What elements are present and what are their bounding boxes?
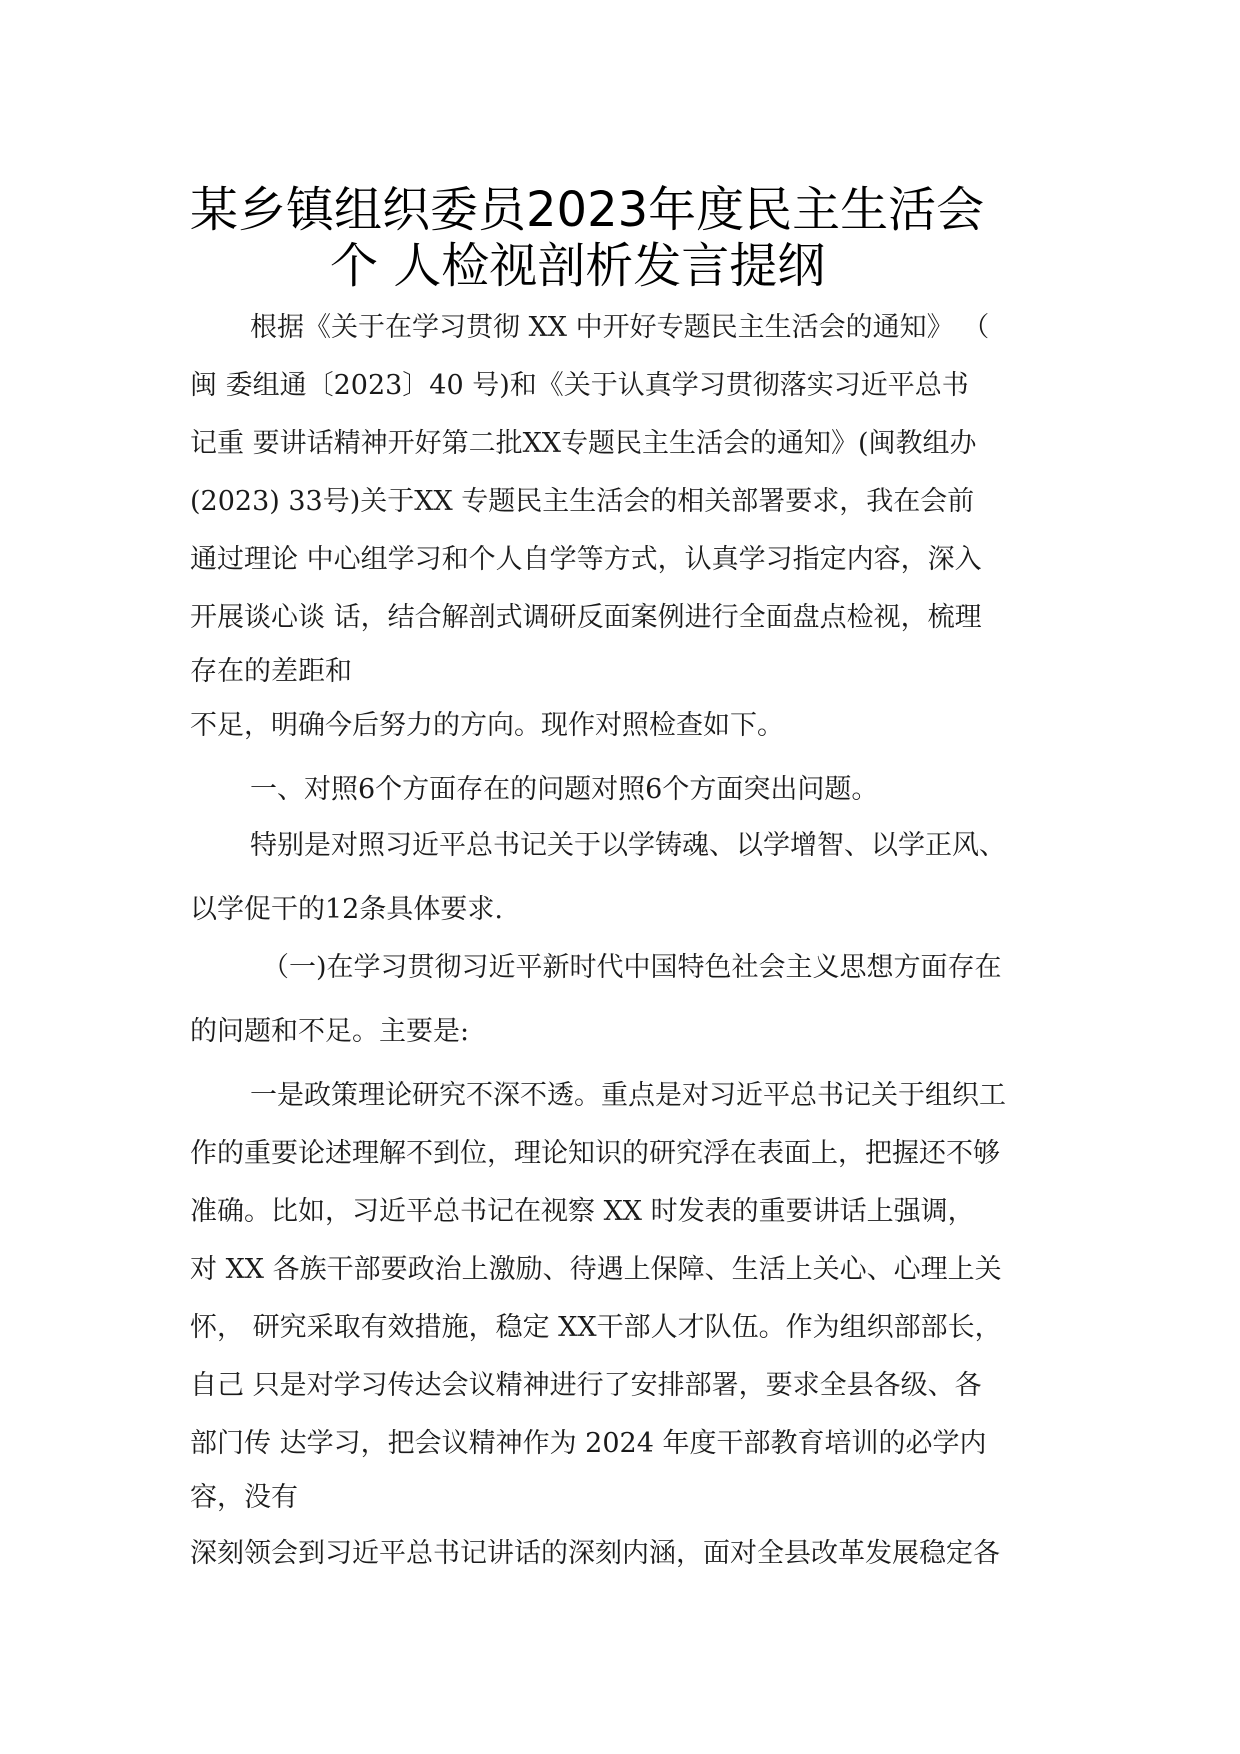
paragraph-line: 一是政策理论研究不深不透。重点是对习近平总书记关于组织工: [250, 1080, 1006, 1111]
document-title-line-2: 个 人检视剖析发言提纲: [330, 238, 826, 294]
paragraph-line: 通过理论 中心组学习和个人自学等方式，认真学习指定内容，深入: [190, 544, 982, 575]
paragraph-line: 作的重要论述理解不到位，理论知识的研究浮在表面上，把握还不够: [190, 1138, 1000, 1169]
paragraph-line: 怀， 研究采取有效措施，稳定 XX干部人才队伍。作为组织部部长，: [190, 1312, 1002, 1343]
section-heading: 一、对照6个方面存在的问题对照6个方面突出问题。: [250, 774, 879, 805]
document-title-line-1: 某乡镇组织委员2023年度民主生活会: [190, 182, 985, 238]
paragraph-line: 存在的差距和: [190, 656, 352, 687]
paragraph-line: 深刻领会到习近平总书记讲话的深刻内涵，面对全县改革发展稳定各: [190, 1538, 1000, 1569]
paragraph-line: 记重 要讲话精神开好第二批XX专题民主生活会的通知》(闽教组办: [190, 428, 977, 459]
paragraph-line: 根据《关于在学习贯彻 XX 中开好专题民主生活会的通知》 （: [250, 312, 990, 343]
paragraph-line: 开展谈心谈 话，结合解剖式调研反面案例进行全面盘点检视，梳理: [190, 602, 982, 633]
paragraph-line: 对 XX 各族干部要政治上激励、待遇上保障、生活上关心、心理上关: [190, 1254, 1002, 1285]
subsection-heading: （一)在学习贯彻习近平新时代中国特色社会主义思想方面存在: [262, 952, 1002, 983]
paragraph-line: 的问题和不足。主要是:: [190, 1016, 470, 1047]
paragraph-line: 以学促干的12条具体要求.: [190, 894, 503, 925]
paragraph-line: 自己 只是对学习传达会议精神进行了安排部署，要求全县各级、各: [190, 1370, 982, 1401]
paragraph-line: 部门传 达学习，把会议精神作为 2024 年度干部教育培训的必学内: [190, 1428, 987, 1459]
paragraph-line: 闽 委组通〔2023〕40 号)和《关于认真学习贯彻落实习近平总书: [190, 370, 969, 401]
paragraph-line: 容，没有: [190, 1482, 298, 1513]
paragraph-line: 特别是对照习近平总书记关于以学铸魂、以学增智、以学正风、: [250, 830, 1006, 861]
paragraph-line: (2023) 33号)关于XX 专题民主生活会的相关部署要求，我在会前: [190, 486, 975, 517]
paragraph-line: 不足，明确今后努力的方向。现作对照检查如下。: [190, 710, 784, 741]
paragraph-line: 准确。比如，习近平总书记在视察 XX 时发表的重要讲话上强调，: [190, 1196, 975, 1227]
